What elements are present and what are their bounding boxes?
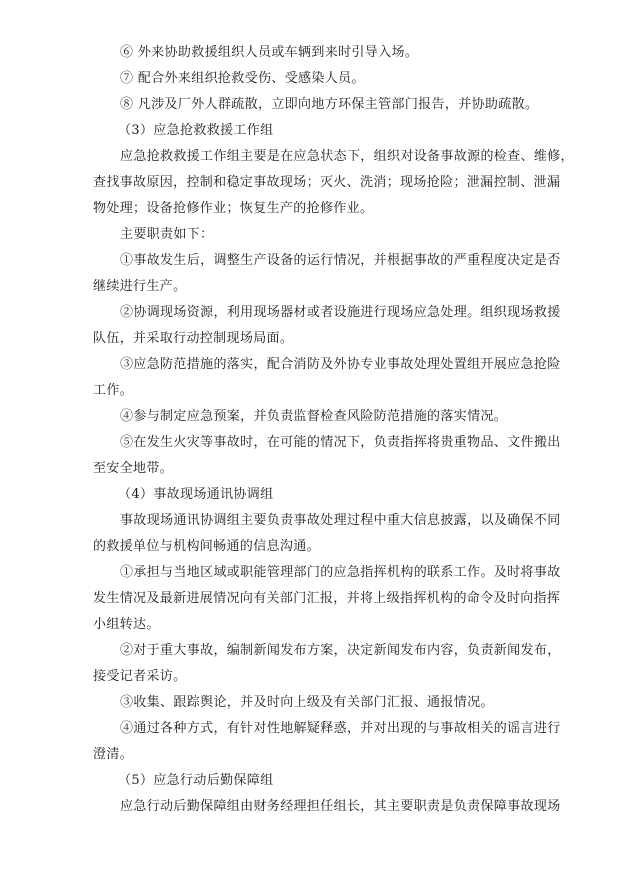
- duty-item-3: ③应急防范措施的落实，配合消防及外协专业事故处理处置组开展应急抢险: [120, 357, 561, 372]
- paragraph-line: 应急行动后勤保障组由财务经理担任组长，其主要职责是负责保障事故现场: [120, 799, 561, 814]
- duty-item-2: ②协调现场资源，利用现场器材或者设施进行现场应急处理。组织现场救援: [120, 305, 561, 320]
- paragraph-line: 物处理；设备抢修作业；恢复生产的抢修作业。: [93, 201, 374, 216]
- comm-item-4: ④通过各种方式，有针对性地解疑释惑，并对出现的与事故相关的谣言进行: [120, 721, 561, 736]
- paragraph-line: 事故现场通讯协调组主要负责事故处理过程中重大信息披露，以及确保不同: [120, 513, 561, 528]
- duty-item-1-cont: 继续进行生产。: [93, 279, 187, 294]
- duty-item-5-cont: 至安全地带。: [93, 461, 174, 476]
- duty-item-4: ④参与制定应急预案，并负责监督检查风险防范措施的落实情况。: [120, 409, 508, 424]
- list-item-7: ⑦ 配合外来组织抢救受伤、受感染人员。: [120, 71, 365, 86]
- comm-item-4-cont: 澄清。: [93, 747, 134, 762]
- duty-item-5: ⑤在发生火灾等事故时，在可能的情况下，负责指挥将贵重物品、文件搬出: [120, 435, 561, 450]
- list-item-8: ⑧ 凡涉及厂外人群疏散，立即向地方环保主管部门报告，并协助疏散。: [120, 97, 539, 112]
- duty-item-3-cont: 工作。: [93, 383, 134, 398]
- paragraph-line: 查找事故原因，控制和稳定事故现场；灭火、洗消；现场抢险；泄漏控制、泄漏: [93, 175, 561, 190]
- section-heading-3: （3）应急抢救救援工作组: [118, 123, 274, 138]
- duties-heading: 主要职责如下：: [120, 227, 214, 242]
- section-heading-4: （4）事故现场通讯协调组: [118, 487, 274, 502]
- comm-item-1-cont: 小组转达。: [93, 617, 160, 632]
- comm-item-1: ①承担与当地区域或职能管理部门的应急指挥机构的联系工作。及时将事故: [120, 565, 561, 580]
- section-heading-5: （5）应急行动后勤保障组: [118, 773, 274, 788]
- comm-item-3: ③收集、跟踪舆论，并及时向上级及有关部门汇报、通报情况。: [120, 695, 494, 710]
- paragraph-line: 的救援单位与机构间畅通的信息沟通。: [93, 539, 320, 554]
- duty-item-1: ①事故发生后，调整生产设备的运行情况，并根据事故的严重程度决定是否: [120, 253, 561, 268]
- comm-item-2: ②对于重大事故，编制新闻发布方案，决定新闻发布内容，负责新闻发布，: [120, 643, 561, 658]
- comm-item-2-cont: 接受记者采访。: [93, 669, 187, 684]
- duty-item-2-cont: 队伍，并采取行动控制现场局面。: [93, 331, 294, 346]
- comm-item-1-cont: 发生情况及最新进展情况向有关部门汇报，并将上级指挥机构的命令及时向指挥: [93, 591, 561, 606]
- list-item-6: ⑥ 外来协助救援组织人员或车辆到来时引导入场。: [120, 45, 419, 60]
- paragraph-line: 应急抢救救援工作组主要是在应急状态下，组织对设备事故源的检查、维修，: [120, 149, 574, 164]
